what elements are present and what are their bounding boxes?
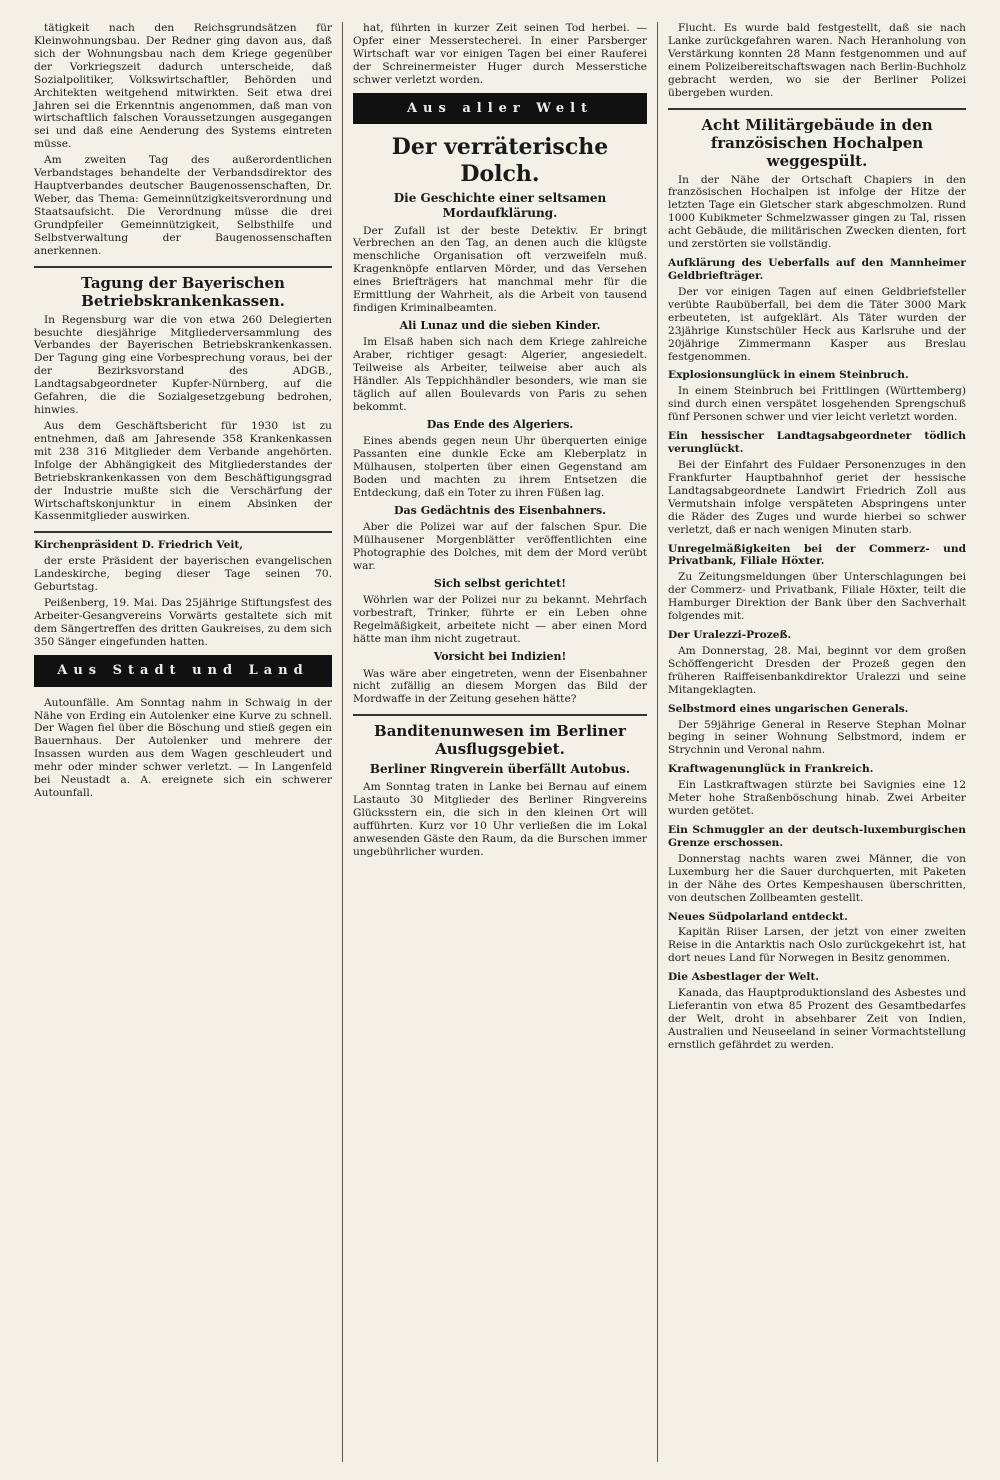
article-text: Autounfälle. Am Sonntag nahm in Schwaig in der Nähe von Erding ein Autolenker eine Kurve zu schnell. Der Wagen fiel über die Böschung und stieß gegen ein Bauernhaus. Der Autolenker und mehrere der Insassen wurden aus dem Wagen geschleudert und mehr oder minder schwer verletzt. — In Langenfeld bei Neustadt a. A. ereignete sich ein schwerer Autounfall. [34,696,332,800]
article-text: Wöhrlen war der Polizei nur zu bekannt. Mehrfach vorbestraft, Trinker, führte er ein Leben ohne Regelmäßigkeit, arbeitete nicht — aber einen Mord hätte man ihm nicht zugetraut. [353,594,647,646]
subsection-title: Das Ende des Algeriers. [426,417,574,431]
section-banner: Aus Stadt und Land [34,655,332,687]
article-text: Bei der Einfahrt des Fuldaer Personenzuges in den Frankfurter Hauptbahnhof geriet der hessische Landtagsabgeordnete Landwirt Friedrich Zoll aus Vermutshain infolge verspäteten Abspringens unter die Räder des Zuges und wurde hierbei so schwer verletzt, daß er nach wenigen Minuten starb. [668,458,966,536]
divider [668,108,966,110]
article-title: Aufklärung des Ueberfalls auf den Mannheimer Geldbriefträger. [668,257,966,282]
article-text: Eines abends gegen neun Uhr überquerten einige Passanten eine dunkle Ecke am Kleberplatz in Mülhausen, stolperten über einen Gegenstand am Boden und machten zu ihrem Entsetzen die Entdeckung, daß ein Toter zu ihren Füßen lag. [353,435,647,499]
subsection-title: Sich selbst gerichtet! [433,577,567,590]
section-heading: Tagung der Bayerischen Betriebskrankenkassen. [81,273,285,310]
article-title: Unregelmäßigkeiten bei der Commerz- und Privatbank, Filiale Höxter. [668,542,966,568]
article-text: Ein Lastkraftwagen stürzte bei Savignies eine 12 Meter hohe Straßenböschung hinab. Zwei Arbeiter wurden getötet. [668,779,966,818]
article-title: Kirchenpräsident D. Friedrich Veit, [34,539,243,552]
section-banner: Aus aller Welt [353,93,647,125]
article-title: Kraftwagenunglück in Frankreich. [668,763,874,776]
article-text: Im Elsaß haben sich nach dem Kriege zahlreiche Araber, richtiger gesagt: Algerier, angesiedelt. Teilweise als Arbeiter, teilweise aber auch als Händler. Als Teppichhändler besonders, wie man sie täglich auf allen Boulevards von Paris zu sehen bekommt. [353,336,647,413]
headline: Banditenunwesen im Berliner Ausflugsgebiet. [374,722,626,759]
article-text: Kanada, das Hauptproduktionsland des Asbestes und Lieferantin von etwa 85 Prozent des Gesamtbedarfes der Welt, droht in absehbarer Zeit von Indien, Australien und Neuseeland in seiner Vormachtstellung ernstlich gefährdet zu werden. [668,987,966,1051]
article-text: Der 59jährige General in Reserve Stephan Molnar beging in seiner Wohnung Selbstmord, indem er Strychnin und Veronal nahm. [668,718,966,757]
subsection-title: Ali Lunaz und die sieben Kinder. [399,318,601,332]
article-title: Die Asbestlager der Welt. [668,971,819,984]
article-title: Ein Schmuggler an der deutsch-luxemburgischen Grenze erschossen. [668,824,966,849]
article-title: Der Uralezzi-Prozeß. [668,629,792,642]
column-1 [24,22,342,1462]
article-title: Explosionsunglück in einem Steinbruch. [668,369,909,382]
article-text: Am Donnerstag, 28. Mai, beginnt vor dem großen Schöffengericht Dresden der Prozeß gegen den früheren Raiffeisenbankdirektor Uralezzi und seine Mitangeklagten. [668,644,966,696]
subheadline: Berliner Ringverein überfällt Autobus. [369,762,631,777]
article-text: Aus dem Geschäftsbericht für 1930 ist zu entnehmen, daß am Jahresende 358 Krankenkassen mit 238 316 Mitglieder dem Verbande angehörten. Infolge der Abhängigkeit des Mitgliederstandes der Betriebskrankenkassen von dem Beschäftigungsgrad der Industrie mußte sich die Verschärfung der Wirtschaftskonjunktur in einem Absinken der Kassenmitglieder auswirken. [34,419,332,523]
column-2 [342,22,658,1462]
subheadline: Die Geschichte einer seltsamen Mordaufklärung. [393,191,607,220]
section-heading: Acht Militärgebäude in den französischen Hochalpen weggespült. [701,115,933,170]
subsection-title: Das Gedächtnis des Eisenbahners. [394,503,606,517]
article-text: Donnerstag nachts waren zwei Männer, die von Luxemburg her die Sauer durchquerten, mit Paketen in der Nähe des Ortes Kempeshausen überschritten, von deutschen Zollbeamten gestellt. [668,852,966,904]
article-text: Der vor einigen Tagen auf einen Geldbriefsteller verübte Raubüberfall, bei dem die Täter 3000 Mark erbeuteten, ist aufgeklärt. Als Täter wurden der 23jährige Kunstschüler Heck aus Karlsruhe und der 20jährige Zimmermann Kasper aus Breslau festgenommen. [668,285,966,363]
article-text: In einem Steinbruch bei Frittlingen (Württemberg) sind durch einen verspätet losgehenden Sprengschuß fünf Personen schwer und vier leicht verletzt worden. [668,385,966,424]
divider [353,714,647,716]
article-text: In der Nähe der Ortschaft Chapiers in den französischen Hochalpen ist infolge der Hitze der letzten Tage ein Gletscher stark abgeschmolzen. Rund 1000 Kubikmeter Schmelzwasser gingen zu Tal, rissen acht Gebäude, die militärischen Zwecken dienten, fort und zerstörten sie vollständig. [668,173,966,251]
article-text: Kapitän Riiser Larsen, der jetzt von einer zweiten Reise in die Antarktis nach Oslo zurückgekehrt ist, hat dort neues Land für Norwegen in Besitz genommen. [668,926,966,965]
article-title: Ein hessischer Landtagsabgeordneter tödlich verunglückt. [668,430,966,456]
column-3 [658,22,976,1462]
article-title: Selbstmord eines ungarischen Generals. [668,702,909,715]
article-text: Peißenberg, 19. Mai. Das 25jährige Stiftungsfest des Arbeiter-Gesangvereins Vorwärts gestaltete sich mit dem Sängertreffen des dritten Gaukreises, zu dem sich 350 Sänger eingefunden hatten. [34,597,332,648]
article-text: Zu Zeitungsmeldungen über Unterschlagungen bei der Commerz- und Privatbank, Filiale Höxter, teilt die Hamburger Direktion der Bank über den Sachverhalt folgendes mit. [668,571,966,623]
article-text: der erste Präsident der bayerischen evangelischen Landeskirche, beging dieser Tage seinen 70. Geburtstag. [34,555,332,594]
article-text: tätigkeit nach den Reichsgrundsätzen für Kleinwohnungsbau. Der Redner ging davon aus, daß sich der Wohnungsbau nach dem Kriege gegenüber der Vorkriegszeit dadurch unterscheide, daß Sozialpolitiker, Volkswirtschaftler, Behörden und Architekten weitgehend mitwirkten. Seit etwa drei Jahren sei die Erkenntnis angenommen, daß man von wirtschaftlich falschen Voraussetzungen ausgegangen sei und daß eine Aenderung des Systems eintreten müsse. [34,22,332,151]
article-text: Am zweiten Tag des außerordentlichen Verbandstages behandelte der Verbandsdirektor des Hauptverbandes deutscher Baugenossenschaften, Dr. Weber, das Thema: Gemeinnützigkeitsverordnung und Staatsaufsicht. Die Verordnung müsse die drei Grundpfeiler Gemeinnützigkeit, Selbsthilfe und Selbstverwaltung der Baugenossenschaften anerkennen. [34,154,332,257]
article-text: Der Zufall ist der beste Detektiv. Er bringt Verbrechen an den Tag, an denen auch die klügste menschliche Organisation oft verzweifeln muß. Kragenknöpfe entlarven Mörder, und das Versehen eines Briefträgers hat manchmal mehr für die Ermittlung der Wahrheit, als die Arbeit von tausend findigen Kriminalbeamten. [353,224,647,315]
columns [24,22,976,1462]
article-title: Neues Südpolarland entdeckt. [668,910,848,923]
article-text: Was wäre aber eingetreten, wenn der Eisenbahner nicht zufällig an diesem Morgen das Bild der Mordwaffe in der Zeitung gesehen hätte? [353,667,647,706]
headline: Der verräterische Dolch. [391,134,609,187]
article-text: Flucht. Es wurde bald festgestellt, daß sie nach Lanke zurückgefahren waren. Nach Heranholung von Verstärkung konnten 28 Mann festgenommen und auf einem Polizeibereitschaftswagen nach Berlin-Buchholz gebracht werden, wo sie der Berliner Polizei übergeben wurden. [668,22,966,99]
article-text: Aber die Polizei war auf der falschen Spur. Die Mülhausener Morgenblätter veröffentlichten eine Photographie des Dolches, mit dem der Mord verübt war. [353,521,647,573]
article-text: In Regensburg war die von etwa 260 Delegierten besuchte diesjährige Mitgliederversammlung des Verbandes der Bayerischen Betriebskrankenkassen. Der Tagung ging eine Vorbesprechung voraus, bei der der Bezirksvorstand des ADGB., Landtagsabgeordneter Kupfer-Nürnberg, auf die Gefahren, die die Sozialgesetzgebung bedrohen, hinwies. [34,313,332,417]
article-text: hat, führten in kurzer Zeit seinen Tod herbei. — Opfer einer Messerstecherei. In einer Parsberger Wirtschaft war vor einigen Tagen bei einer Rauferei der Schreinermeister Huger durch Messerstiche schwer verletzt worden. [353,22,647,86]
divider [34,531,332,533]
subsection-title: Vorsicht bei Indizien! [433,650,567,664]
divider [34,266,332,268]
article-text: Am Sonntag traten in Lanke bei Bernau auf einem Lastauto 30 Mitglieder des Berliner Ringvereins Glücksstern ein, die sich in den kleinen Ort will aufführten. Kurz vor 10 Uhr verließen die im Lokal anwesenden Gäste den Raum, da die Burschen immer ungebührlicher wurden. [353,780,647,858]
